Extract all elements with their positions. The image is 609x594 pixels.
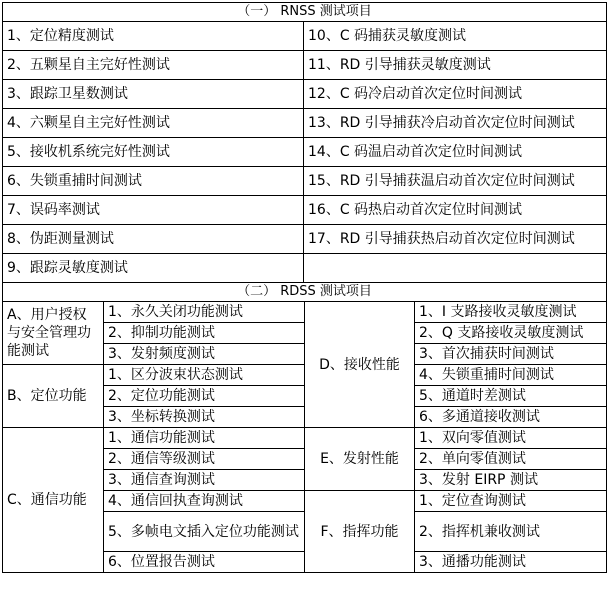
rnss-item: 13、RD 引导捕获冷启动首次定位时间测试: [304, 109, 607, 138]
rnss-table: [2, 2, 607, 283]
rnss-item: 14、C 码温启动首次定位时间测试: [304, 138, 607, 167]
rnss-item: 2、五颗星自主完好性测试: [3, 51, 304, 80]
rdss-item: 4、失锁重捕时间测试: [415, 365, 607, 386]
rdss-item: 6、位置报告测试: [104, 552, 305, 573]
rnss-item: 3、跟踪卫星数测试: [3, 80, 304, 109]
rdss-item: 6、多通道接收测试: [415, 407, 607, 428]
rnss-item: 4、六颗星自主完好性测试: [3, 109, 304, 138]
rnss-item: 1、定位精度测试: [3, 22, 304, 51]
rnss-item: 6、失锁重捕时间测试: [3, 167, 304, 196]
rdss-item: 2、抑制功能测试: [104, 323, 305, 344]
rdss-table: [2, 283, 607, 573]
rdss-item: 3、通信查询测试: [104, 470, 305, 491]
rdss-category-f: F、指挥功能: [305, 491, 415, 573]
rdss-category-c: C、通信功能: [3, 428, 104, 573]
rdss-item: 3、通播功能测试: [415, 552, 607, 573]
rdss-item: 2、定位功能测试: [104, 386, 305, 407]
rdss-item: 5、多帧电文插入定位功能测试: [104, 512, 305, 552]
rnss-item: 11、RD 引导捕获灵敏度测试: [304, 51, 607, 80]
rnss-item: 16、C 码热启动首次定位时间测试: [304, 196, 607, 225]
rdss-item: 5、通道时差测试: [415, 386, 607, 407]
rnss-item: 12、C 码冷启动首次定位时间测试: [304, 80, 607, 109]
rnss-item: 15、RD 引导捕获温启动首次定位时间测试: [304, 167, 607, 196]
rdss-category-a: A、用户授权与安全管理功能测试: [3, 302, 104, 365]
rdss-item: 2、单向零值测试: [415, 449, 607, 470]
rdss-item: 1、区分波束状态测试: [104, 365, 305, 386]
rdss-heading: （二） RDSS 测试项目: [3, 283, 607, 302]
rdss-item: 4、通信回执查询测试: [104, 491, 305, 512]
rdss-item: 3、发射 EIRP 测试: [415, 470, 607, 491]
rdss-item: 1、定位查询测试: [415, 491, 607, 512]
test-items-document: [2, 2, 606, 592]
rdss-item: 2、指挥机兼收测试: [415, 512, 607, 552]
rnss-item: 7、误码率测试: [3, 196, 304, 225]
rdss-item: 3、坐标转换测试: [104, 407, 305, 428]
rdss-item: 3、首次捕获时间测试: [415, 344, 607, 365]
rnss-item-empty: [304, 254, 607, 283]
rnss-item: 9、跟踪灵敏度测试: [3, 254, 304, 283]
rnss-item: 8、伪距测量测试: [3, 225, 304, 254]
rdss-category-e: E、发射性能: [305, 428, 415, 491]
rnss-item: 10、C 码捕获灵敏度测试: [304, 22, 607, 51]
rdss-item: 2、通信等级测试: [104, 449, 305, 470]
rdss-item: 2、Q 支路接收灵敏度测试: [415, 323, 607, 344]
rdss-item: 1、永久关闭功能测试: [104, 302, 305, 323]
rdss-item: 3、发射频度测试: [104, 344, 305, 365]
rnss-heading: （一） RNSS 测试项目: [3, 3, 607, 22]
rdss-category-b: B、定位功能: [3, 365, 104, 428]
rdss-item: 1、双向零值测试: [415, 428, 607, 449]
rnss-item: 5、接收机系统完好性测试: [3, 138, 304, 167]
rdss-item: 1、I 支路接收灵敏度测试: [415, 302, 607, 323]
rdss-category-d: D、接收性能: [305, 302, 415, 428]
rdss-item: 1、通信功能测试: [104, 428, 305, 449]
rnss-item: 17、RD 引导捕获热启动首次定位时间测试: [304, 225, 607, 254]
